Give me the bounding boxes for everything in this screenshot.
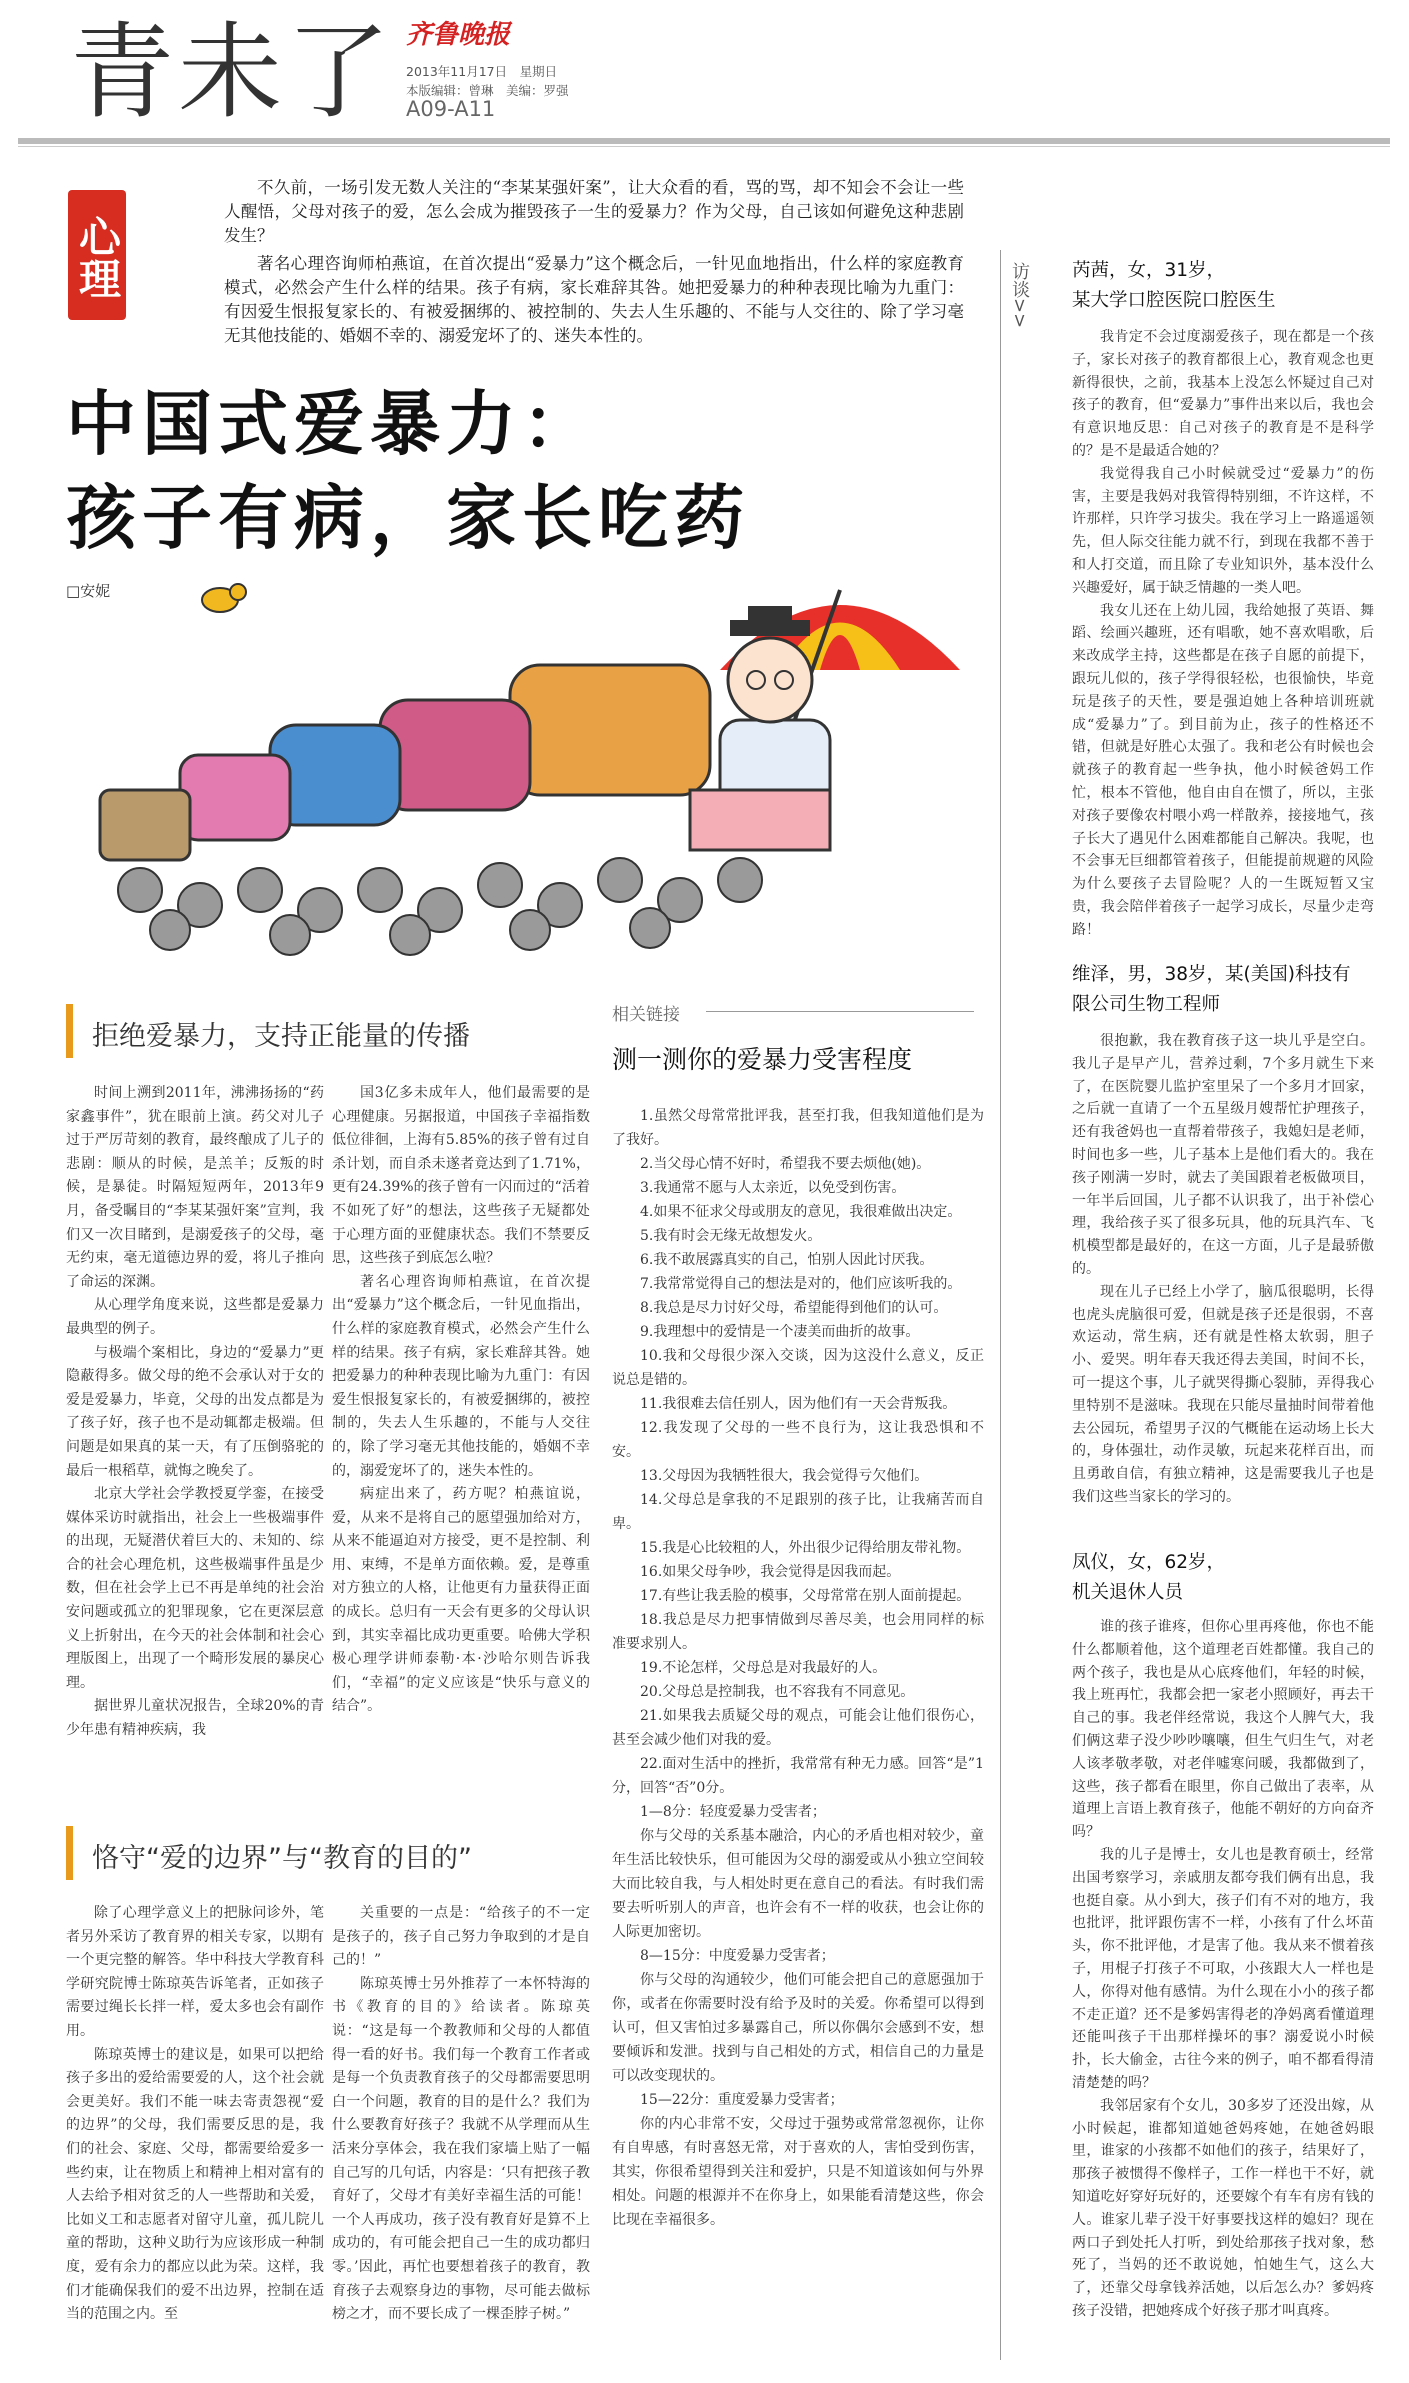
paragraph: 国3亿多未成年人，他们最需要的是心理健康。另据报道，中国孩子幸福指数低位徘徊，上海有5.85%的孩子曾有过自杀计划，而自杀未遂者竟达到了1.71%，更有24.39%的孩子曾有一闪而过的“活着不如死了好”的想法，这些孩子无疑都处于心理方面的亚健康状态。我们不禁要反思，这些孩子到底怎么啦？ [332,1085,590,1267]
quiz-item: 15.我是心比较粗的人，外出很少记得给朋友带礼物。 [640,1540,971,1556]
column-divider [1000,250,1001,2360]
issue-meta [406,62,569,119]
section2-column-2 [332,1902,590,2327]
quiz-item: 你与父母的关系基本融洽，内心的矛盾也相对较少，童年生活比较快乐，但可能因为父母的溺爱或从小独立空间较大而比较自我，与人相处时更在意自己的看法。有时我们需要去听听别人的声音，也许会有不一样的收获，也会让你的人际更加密切。 [612,1828,984,1940]
quiz-item: 15—22分：重度爱暴力受害者； [640,2092,844,2108]
section-title: 青未了 [70,11,395,133]
paragraph: 据世界儿童状况报告，全球20%的青少年患有精神疾病，我 [66,1698,324,1739]
paragraph: 我的儿子是博士，女儿也是教育硕士，经常出国考察学习，亲戚朋友都夸我们俩有出息，我也挺自豪。从小到大，孩子们有不对的地方，我也批评，批评跟伤害不一样，小孩有了什么坏苗头，你不批评他，才是害了他。我从来不惯着孩子，用棍子打孩子不可取，小孩跟大人一样也是人，你得对他有感情。为什么现在小小的孩子都不走正道？还不是爹妈害得老的净妈离看懂道理还能叫孩子干出那样操坏的事？溺爱说小时候扑，长大偷金，古往今来的例子，咱不都看得清清楚楚的吗？ [1072,1846,1374,2091]
quiz-title: 测一测你的爱暴力受害程度 [612,1045,913,1074]
related-link-rule [706,1011,974,1012]
quiz-item: 13.父母因为我牺牲很大，我会觉得亏欠他们。 [640,1468,929,1484]
masthead-rule [18,138,1390,144]
quiz-item: 17.有些让我丢脸的模事，父母常常在别人面前提起。 [640,1588,971,1604]
luggage-pile-icon [100,665,710,860]
quiz-item: 19.不论怎样，父母总是对我最好的人。 [640,1660,887,1676]
headline-line-1: 中国式爱暴力： [66,383,598,465]
intro-paragraph-1: 不久前，一场引发无数人关注的“李某某强奸案”，让大众看的看，骂的骂，却不知会不会让一些人醒悟，父母对孩子的爱，怎么会成为摧毁孩子一生的爱暴力？作为父母，自己该如何避免这种悲剧发生？ [224,178,964,245]
section1-column-1 [66,1082,324,1743]
interview-3-text [1072,1616,1374,2323]
section-bar-2 [66,1826,73,1880]
column-badge: 心理 [68,190,126,320]
interviewee-2-heading [1072,960,1372,1020]
quiz-item: 8—15分：中度爱暴力受害者； [640,1948,835,1964]
quiz-item: 2.当父母心情不好时，希望我不要去烦他(她)。 [640,1156,931,1172]
section1-column-2 [332,1082,590,1719]
paragraph: 谁的孩子谁疼，但你心里再疼他，你也不能什么都顺着他，这个道理老百姓都懂。我自己的两个孩子，我也是从心底疼他们，年轻的时候，我上班再忙，我都会把一家老小照顾好，再去干自己的事。我老伴经常说，我这个人脾气大，我们俩这辈子没少吵吵嚷嚷，但生气归生气，对老人该孝敬孝敬，对老伴嘘寒问暖，我都做到了，这些，孩子都看在眼里，你自己做出了表率，从道理上言语上教育孩子，他能不朝好的方向奋齐吗？ [1072,1619,1374,1841]
quiz-item: 14.父母总是拿我的不足跟别的孩子比，让我痛苦而自卑。 [612,1492,984,1532]
quiz-item: 12.我发现了父母的一些不良行为，这让我恐惧和不安。 [612,1420,984,1460]
section-title-2: 恪守“爱的边界”与“教育的目的” [92,1843,472,1874]
paragraph: 与极端个案相比，身边的“爱暴力”更隐蔽得多。做父母的绝不会承认对于女的爱是爱暴力，毕竟，父母的出发点都是为了孩子好，孩子也不是动辄都走极端。但问题是如果真的某一天，有了压倒骆驼的最后一根稻草，就悔之晚矣了。 [66,1344,324,1479]
intro-paragraph-2: 著名心理咨询师柏燕谊，在首次提出“爱暴力”这个概念后，一针见血地指出，什么样的家庭教育模式，必然会产生什么样的结果。孩子有病，家长难辞其咎。她把爱暴力的种种表现比喻为九重门：有因爱生恨报复家长的、有被爱捆绑的、被控制的、失去人生乐趣的、不能与人交往的、除了学习毫无其他技能的、婚姻不幸的、溺爱宠坏了的、迷失本性的。 [224,254,964,345]
section2-column-1 [66,1902,324,2327]
crowd-of-parents-icon [118,858,762,955]
quiz-item: 20.父母总是控制我，也不容我有不同意见。 [640,1684,915,1700]
interview-2-text [1072,1030,1374,1509]
section-title-1: 拒绝爱暴力，支持正能量的传播 [92,1021,470,1052]
paragraph: 著名心理咨询师柏燕谊，在首次提出“爱暴力”这个概念后，一针见血指出，什么样的家庭教育模式，必然会产生什么样的结果。孩子有病，家长难辞其咎。她把爱暴力的种种表现比喻为九重门：有因爱生恨报复家长的，有被爱捆绑的，被控制的，失去人生乐趣的，不能与人交往的，除了学习毫无其他技能的，婚姻不幸的，溺爱宠坏了的，迷失本性的。 [332,1273,590,1479]
quiz-item: 3.我通常不愿与人太亲近，以免受到伤害。 [640,1180,906,1196]
bird-icon [202,584,246,612]
quiz-item: 16.如果父母争吵，我会觉得是因我而起。 [640,1564,901,1580]
paragraph: 现在儿子已经上小学了，脑瓜很聪明，长得也虎头虎脑很可爱，但就是孩子还是很弱，不喜欢运动，常生病，还有就是性格太软弱，胆子小、爱哭。明年春天我还得去美国，时间不长，可一提这个事，儿子就哭得撕心裂肺，弄得我心里特别不是滋味。我现在只能尽量抽时间带着他去公园玩，希望男子汉的气概能在运动场上长大的，身体强壮，动作灵敏，玩起来花样百出，而且勇敢自信，有独立精神，这是需要我儿子也是我们这些当家长的学习的。 [1072,1283,1374,1505]
paragraph: 很抱歉，我在教育孩子这一块儿乎是空白。我儿子是早产儿，营养过剩，7个多月就生下来了，在医院婴儿监护室里呆了一个多月才回家，之后就一直请了一个五星级月嫂帮忙护理孩子，还有我爸妈也一直帮着带孩子，我媳妇是老师，时间也多一些，儿子基本上是他们看大的。我在孩子刚满一岁时，就去了美国跟着老板做项目，一年半后回国，儿子都不认识我了，出于补偿心理，我给孩子买了很多玩具，他的玩具汽车、飞机模型都是最好的，在这一方面，儿子是最骄傲的。 [1072,1033,1374,1277]
quiz-body [612,1104,984,2232]
paragraph: 关重要的一点是：“给孩子的不一定是孩子的，孩子自己努力争取到的才是自己的！” [332,1905,590,1969]
page-range: A09-A11 [406,97,496,121]
paragraph: 时间上溯到2011年，沸沸扬扬的“药家鑫事件”，犹在眼前上演。药父对儿子过于严厉苛刻的教育，最终酿成了儿子的悲剧：顺从的时候，是羔羊；反叛的时候，是暴徒。时隔短短两年，2013年9月，备受瞩目的“李某某强奸案”宣判，我们又一次目睹到，是溺爱孩子的父母，毫无约束，毫无道德边界的爱，将儿子推向了命运的深渊。 [66,1085,324,1290]
related-link-label: 相关链接 [612,1005,680,1025]
quiz-item: 你与父母的沟通较少，他们可能会把自己的意愿强加于你，或者在你需要时没有给予及时的关爱。你希望可以得到认可，但又害怕过多暴露自己，所以你偶尔会感到不安，想要倾诉和发泄。找到与自己相处的方式，相信自己的力量是可以改变现状的。 [612,1972,984,2084]
issue-editors: 本版编辑：曾琳 美编：罗强 [406,83,569,98]
quiz-item: 18.我总是尽力把事情做到尽善尽美，也会用同样的标准要求别人。 [612,1612,984,1652]
quiz-item: 1.虽然父母常常批评我，甚至打我，但我知道他们是为了我好。 [612,1108,984,1148]
quiz-item: 10.我和父母很少深入交谈，因为这没什么意义，反正说总是错的。 [612,1348,984,1388]
paragraph: 陈琼英博士的建议是，如果可以把给孩子多出的爱给需要爱的人，这个社会就会更美好。我们不能一味去寄责怨视“爱的边界”的父母，我们需要反思的是，我们的社会、家庭、父母，都需要给爱多一些约束，让在物质上和精神上相对富有的人去给予相对贫乏的人一些帮助和关爱，比如义工和志愿者对留守儿童，孤儿院儿童的帮助，这种义助行为应该形成一种制度，爱有余力的都应以此为荣。这样，我们才能确保我们的爱不出边界，控制在适当的范围之内。至 [66,2046,324,2323]
paragraph: 我女儿还在上幼儿园，我给她报了英语、舞蹈、绘画兴趣班，还有唱歌，她不喜欢唱歌，后来改成学主持，这些都是在孩子自愿的前提下，跟玩儿似的，孩子学得很轻松，也很愉快，毕竟玩是孩子的天性，要是强迫她上各种培训班就成“爱暴力”了。到目前为止，孩子的性格还不错，但就是好胜心太强了。我和老公有时候也会就孩子的教育起一些争执，他小时候爸妈工作忙，根本不管他，他自由自在惯了，所以，主张对孩子要像农村喂小鸡一样散养，接接地气，孩子长大了遇见什么困难都能自己解决。我呢，也不会事无巨细都管着孩子，但能提前规避的风险为什么要孩子去冒险呢？人的一生既短暂又宝贵，我会陪伴着孩子一起学习成长，尽量少走弯路！ [1072,602,1374,938]
quiz-item: 1—8分：轻度爱暴力受害者； [640,1804,826,1820]
interviewee-1-heading [1072,256,1372,316]
paragraph: 从心理学角度来说，这些都是爱暴力最典型的例子。 [66,1297,324,1337]
paragraph: 我肯定不会过度溺爱孩子，现在都是一个孩子，家长对孩子的教育都很上心，教育观念也更新得很快，之前，我基本上没怎么怀疑过自己对孩子的教育，但“爱暴力”事件出来以后，我也会有意识地反思：自己对孩子的教育是不是科学的？是不是最适合她的？ [1072,329,1374,459]
interview-label: 访谈>> [1009,262,1030,329]
paragraph: 我觉得我自己小时候就受过“爱暴力”的伤害，主要是我妈对我管得特别细，不许这样，不许那样，只许学习拔尖。我在学习上一路遥遥领先，但人际交往能力就不行，到现在我都不善于和人打交道，而且除了专业知识外，基本没什么兴趣爱好，属于缺乏情趣的一类人吧。 [1072,465,1374,596]
interviewee-name: 凤仪，女，62岁， [1072,1552,1226,1573]
quiz-item: 4.如果不征求父母或朋友的意见，我很难做出决定。 [640,1204,962,1220]
paragraph: 病症出来了，药方呢？柏燕谊说，爱，从来不是将自己的愿望强加给对方，从来不能逼迫对方接受，更不是控制、利用、束缚，不是单方面依赖。爱，是尊重对方独立的人格，让他更有力量获得正面的成长。总归有一天会有更多的父母认识到，其实幸福比成功更重要。哈佛大学积极心理学讲师泰勒·本·沙哈尔则告诉我们，“幸福”的定义应该是“快乐与意义的结合”。 [332,1486,590,1715]
quiz-item: 11.我很难去信任别人，因为他们有一天会背叛我。 [640,1396,957,1412]
quiz-item: 你的内心非常不安，父母过于强势或常常忽视你，让你有自卑感，有时喜怒无常，对于喜欢的人，害怕受到伤害，其实，你很希望得到关注和爱护，只是不知道该如何与外界相处。问题的根源并不在你身上，如果能看清楚这些，你会比现在幸福很多。 [612,2116,984,2228]
interviewee-name: 芮茜，女，31岁， [1072,260,1226,281]
masthead-rule-thin [18,146,1390,147]
quiz-item: 9.我理想中的爱情是一个凄美而曲折的故事。 [640,1324,920,1340]
issue-date: 2013年11月17日 星期日 [406,64,558,79]
interviewee-job: 机关退休人员 [1072,1582,1184,1603]
quiz-item: 21.如果我去质疑父母的观点，可能会让他们很伤心，甚至会减少他们对我的爱。 [612,1708,984,1748]
cartoon-illustration [80,520,1020,960]
headline-line-2: 孩子有病，家长吃药 [66,477,750,559]
paragraph: 陈琼英博士另外推荐了一本怀特海的书《教育的目的》给读者。陈琼英说：“这是每一个教教师和父母的人都值得一看的好书。我们每一个教育工作者或是每一个负责教育孩子的父母都需要思明白一个问题，教育的目的是什么？我们为什么要教育好孩子？我就不从学理而从生活来分享体会，我在我们家墙上贴了一幅自己写的几句话，内容是：‘只有把孩子教育好了，父母才有美好幸福生活的可能！一个人再成功，孩子没有教育好是算不上成功的，有可能会把自己一生的成功都归零。’因此，再忙也要想着孩子的教育，教育孩子去观察身边的事物，尽可能去做标榜之才，而不要长成了一棵歪脖子树。” [332,1975,590,2323]
paragraph: 北京大学社会学教授夏学銮，在接受媒体采访时就指出，社会上一些极端事件的出现，无疑潜伏着巨大的、未知的、综合的社会心理危机，这些极端事件虽是少数，但在社会学上已不再是单纯的社会治安问题或孤立的犯罪现象，它在更深层意义上折射出，在今天的社会体制和社会心理版图上，出现了一个畸形发展的暴戾心理。 [66,1486,324,1691]
quiz-item: 6.我不敢展露真实的自己，怕别人因此讨厌我。 [640,1252,934,1268]
quiz-item: 7.我常常觉得自己的想法是对的，他们应该听我的。 [640,1276,962,1292]
interviewee-3-heading [1072,1548,1372,1608]
interviewee-name: 维泽，男，38岁，某(美国)科技有 [1072,964,1351,985]
byline: □安妮 [66,582,111,600]
interviewee-job: 限公司生物工程师 [1072,994,1221,1015]
interviewee-job: 某大学口腔医院口腔医生 [1072,290,1276,311]
quiz-item: 22.面对生活中的挫折，我常常有种无力感。回答“是”1分，回答“否”0分。 [612,1756,984,1796]
newspaper-logo: 齐鲁晚报 [406,20,511,50]
section-bar-1 [66,1004,73,1058]
paragraph: 我邻居家有个女儿，30多岁了还没出嫁，从小时候起，谁都知道她爸妈疼她，在她爸妈眼里，谁家的小孩都不如他们的孩子，结果好了，那孩子被惯得不像样子，工作一样也干不好，就知道吃好穿好玩好的，还要嫁个有车有房有钱的人。谁家儿辈子没干好事要找这样的媳妇？现在两口子到处托人打听，到处给那孩子找对象，愁死了，当妈的还不敢说她，怕她生气，这么大了，还靠父母拿钱养活她，以后怎么办？爹妈疼孩子没错，把她疼成个好孩子那才叫真疼。 [1072,2097,1374,2319]
quiz-item: 5.我有时会无缘无故想发火。 [640,1228,822,1244]
interview-1-text [1072,326,1374,942]
quiz-item: 8.我总是尽力讨好父母，希望能得到他们的认可。 [640,1300,948,1316]
paragraph: 除了心理学意义上的把脉问诊外，笔者另外采访了教育界的相关专家，以期有一个更完整的解答。华中科技大学教育科学研究院博士陈琼英告诉笔者，正如孩子需要过绳长长拌一样，爱太多也会有副作用。 [66,1905,324,2039]
